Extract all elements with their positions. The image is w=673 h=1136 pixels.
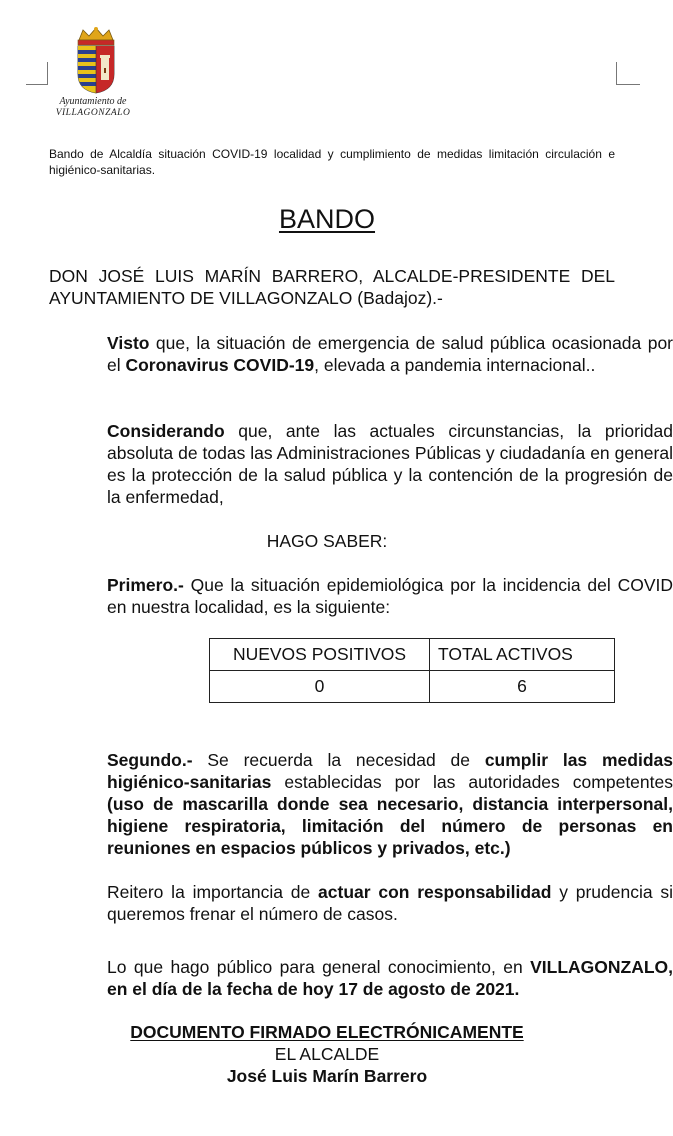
cierre-text: Lo que hago público para general conocimiento, en [107,957,531,977]
segundo-text-2: establecidas por las autoridades competentes [271,772,673,792]
reitero-text-1: Reitero la importancia de [107,882,319,902]
cierre-bold: VILLAGONZALO, en el día de la fecha de hoy 17 de agosto de 2021. [107,957,673,999]
document-subject: Bando de Alcaldía situación COVID-19 localidad y cumplimiento de medidas limitación circulación e higiénico-sanitarias. [49,147,615,177]
visto-lead: Visto [107,333,150,353]
table-header-new-positives: NUEVOS POSITIVOS [210,639,430,671]
coat-of-arms-icon [53,26,139,96]
table-row [210,671,615,703]
paragraph-reitero [49,881,673,925]
table-cell-total-active: 6 [430,671,615,703]
municipal-crest [50,26,142,118]
table-header-total-active: TOTAL ACTIVOS [430,639,615,671]
considerando-text: que, ante las actuales circunstancias, la prioridad absoluta de todas las Administraciones Públicas y ciudadanía en general es la protección de la salud pública y la contención de la progresión de la enfermedad, [107,421,673,507]
crop-mark-top-right-vertical [616,62,617,84]
paragraph-segundo [49,749,673,859]
paragraph-considerando [49,420,673,508]
primero-lead: Primero.- [107,575,184,595]
segundo-text-1: Se recuerda la necesidad de [192,750,485,770]
document-title: BANDO [278,204,376,234]
considerando-lead: Considerando [107,421,225,441]
reitero-text-2: y prudencia si queremos frenar el número de casos. [107,882,673,924]
segundo-bold-1: cumplir las medidas higiénico-sanitarias [107,750,673,792]
signature-name: José Luis Marín Barrero [226,1066,428,1086]
paragraph-visto [49,332,673,376]
crop-mark-top-left-vertical [47,62,48,84]
crest-caption-line1: Ayuntamiento de [59,96,127,107]
signature-role: EL ALCALDE [274,1044,380,1064]
segundo-lead: Segundo.- [107,750,193,770]
segundo-bold-2: (uso de mascarilla donde sea necesario, distancia interpersonal, higiene respiratoria, limitación del número de personas en reuniones en espacios públicos y privados, etc.) [107,794,673,858]
signature-block [0,1021,654,1087]
crop-mark-top-right-horizontal [616,84,640,85]
primero-text: Que la situación epidemiológica por la incidencia del COVID en nuestra localidad, es la siguiente: [107,575,673,617]
table-cell-new-positives: 0 [210,671,430,703]
paragraph-cierre [49,956,673,1000]
covid-stats-table [209,638,615,703]
reitero-bold: actuar con responsabilidad [318,882,552,902]
mayor-heading: DON JOSÉ LUIS MARÍN BARRERO, ALCALDE-PRESIDENTE DEL AYUNTAMIENTO DE VILLAGONZALO (Badajoz).- [49,266,615,308]
paragraph-primero [49,574,673,618]
hago-saber-heading: HAGO SABER: [266,531,388,551]
visto-bold: Coronavirus COVID-19 [125,355,315,375]
visto-text-2: , elevada a pandemia internacional.. [314,355,596,375]
table-header-row [210,639,615,671]
crest-caption-line2: VILLAGONZALO [55,108,131,118]
signature-electronic-note: DOCUMENTO FIRMADO ELECTRÓNICAMENTE [130,1022,524,1042]
visto-text-1: que, la situación de emergencia de salud pública ocasionada por el [107,333,673,375]
crop-mark-top-left-horizontal [26,84,48,85]
